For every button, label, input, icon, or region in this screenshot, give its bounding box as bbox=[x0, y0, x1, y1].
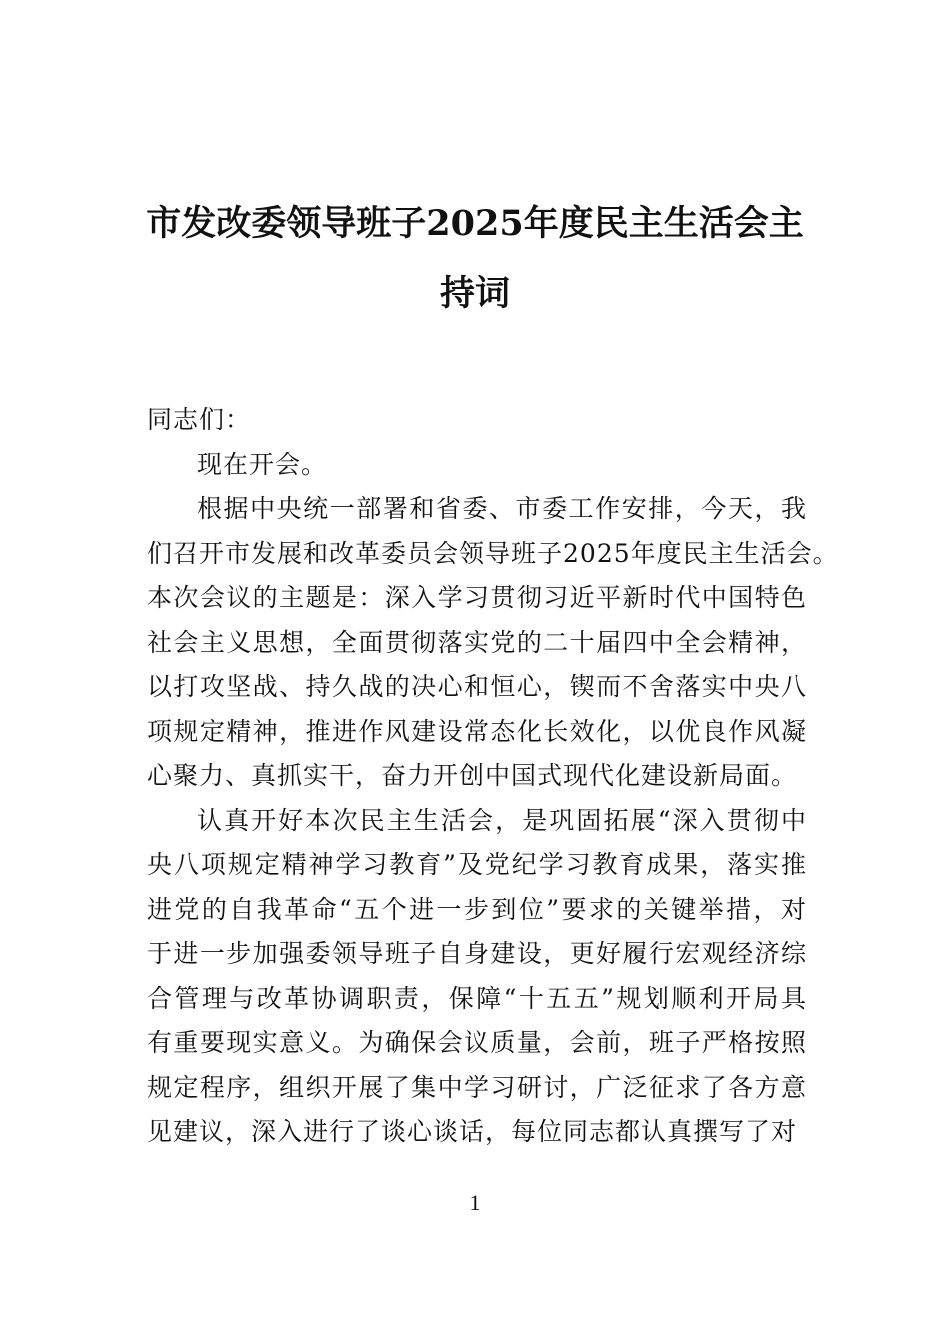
paragraph-line: 央八项规定精神学习教育”及党纪学习教育成果，落实推 bbox=[147, 850, 807, 879]
paragraph-line: 心聚力、真抓实干，奋力开创中国式现代化建设新局面。 bbox=[147, 761, 798, 790]
document-title-line-1: 市发改委领导班子2025年度民主生活会主 bbox=[146, 203, 804, 244]
document-title-line-2: 持词 bbox=[439, 273, 510, 314]
paragraph-line: 合管理与改革协调职责，保障“十五五”规划顺利开局具 bbox=[147, 983, 807, 1013]
document-body bbox=[147, 398, 839, 1155]
paragraph-line: 本次会议的主题是：深入学习贯彻习近平新时代中国特色 bbox=[147, 583, 807, 612]
paragraph-line: 根据中央统一部署和省委、市委工作安排，今天，我 bbox=[197, 494, 807, 523]
paragraph-line: 有重要现实意义。为确保会议质量，会前，班子严格按照 bbox=[147, 1028, 807, 1057]
paragraph-line: 见建议，深入进行了谈心谈话，每位同志都认真撰写了对 bbox=[147, 1117, 798, 1146]
paragraph-line: 项规定精神，推进作风建设常态化长效化，以优良作风凝 bbox=[147, 716, 807, 746]
paragraph-line: 同志们： bbox=[147, 405, 252, 434]
paragraph-line: 进党的自我革命“五个进一步到位”要求的关键举措，对 bbox=[147, 894, 807, 924]
paragraph-line: 于进一步加强委领导班子自身建设，更好履行宏观经济综 bbox=[147, 939, 807, 968]
paragraph-line: 现在开会。 bbox=[197, 449, 328, 479]
paragraph-line: 们召开市发展和改革委员会领导班子2025年度民主生活会。 bbox=[147, 538, 839, 568]
paragraph-line: 以打攻坚战、持久战的决心和恒心，锲而不舍落实中央八 bbox=[147, 672, 807, 701]
paragraph-line: 社会主义思想，全面贯彻落实党的二十届四中全会精神， bbox=[147, 627, 807, 657]
paragraph-line: 认真开好本次民主生活会，是巩固拓展“深入贯彻中 bbox=[197, 805, 807, 835]
page-number: 1 bbox=[469, 1190, 481, 1215]
paragraph-line: 规定程序，组织开展了集中学习研讨，广泛征求了各方意 bbox=[147, 1072, 807, 1102]
